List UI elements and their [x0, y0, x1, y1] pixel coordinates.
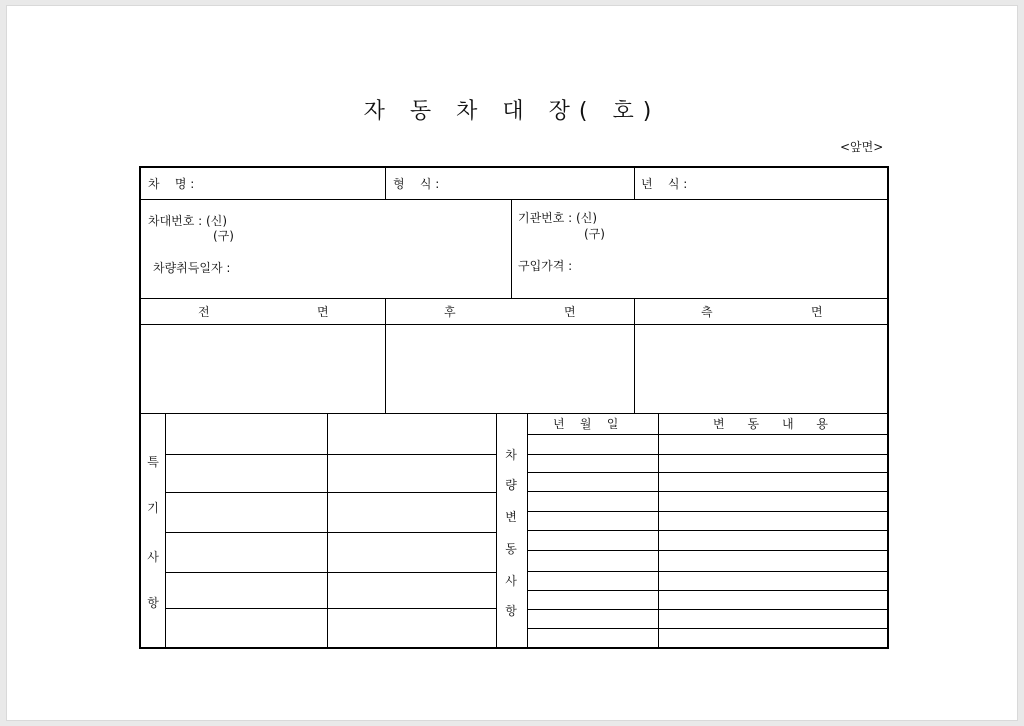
side-view-header-2: 면 [811, 305, 823, 319]
chassis-number-old: (구) [213, 229, 234, 243]
divider [511, 199, 512, 298]
engine-number-old: (구) [584, 227, 605, 241]
changes-row-line [527, 472, 887, 473]
changes-row-line [527, 491, 887, 492]
divider [165, 413, 166, 647]
notes-label-char: 기 [147, 501, 159, 515]
changes-row-line [527, 454, 887, 455]
changes-row-line [527, 530, 887, 531]
changes-label-char: 량 [505, 478, 517, 492]
divider [385, 298, 386, 413]
row-line [141, 298, 887, 299]
notes-row-line [165, 572, 496, 573]
purchase-price-label: 구입가격 : [518, 259, 573, 273]
divider [634, 168, 635, 199]
divider [496, 413, 497, 647]
row-line [141, 324, 887, 325]
row-line [141, 199, 887, 200]
changes-row-line [527, 511, 887, 512]
changes-label-char: 사 [505, 574, 517, 588]
notes-row-line [165, 454, 496, 455]
changes-label-char: 항 [505, 604, 517, 618]
changes-row-line [527, 609, 887, 610]
changes-row-line [527, 628, 887, 629]
content-column-header: 변 동 내 용 [713, 417, 829, 431]
changes-row-line [527, 434, 887, 435]
changes-label-char: 변 [505, 510, 517, 524]
date-column-header: 년 월 일 [553, 417, 619, 431]
notes-label-char: 항 [147, 596, 159, 610]
vehicle-ledger-form [139, 166, 889, 649]
rear-view-header-1: 후 [444, 305, 456, 319]
changes-row-line [527, 590, 887, 591]
row-line [141, 413, 887, 414]
divider [385, 168, 386, 199]
divider [327, 413, 328, 647]
notes-row-line [165, 532, 496, 533]
chassis-number-label: 차대번호 : (신) [148, 214, 227, 228]
notes-row-line [165, 608, 496, 609]
engine-number-label: 기관번호 : (신) [518, 211, 597, 225]
side-view-header-1: 측 [701, 305, 713, 319]
year-label: 년 식 : [641, 177, 688, 191]
model-label: 형 식 : [393, 177, 440, 191]
divider [634, 298, 635, 413]
notes-label-char: 특 [147, 455, 159, 469]
document-title: 자 동 차 대 장( 호) [363, 99, 661, 124]
acquisition-date-label: 차량취득일자 : [153, 261, 231, 275]
notes-label-char: 사 [147, 550, 159, 564]
front-side-label: <앞면> [840, 140, 884, 154]
changes-row-line [527, 550, 887, 551]
changes-label-char: 차 [505, 448, 517, 462]
rear-view-header-2: 면 [564, 305, 576, 319]
changes-label-char: 동 [505, 542, 517, 556]
front-view-header-2: 면 [317, 305, 329, 319]
changes-row-line [527, 571, 887, 572]
front-view-header-1: 전 [198, 305, 210, 319]
car-name-label: 차 명 : [148, 177, 195, 191]
notes-row-line [165, 492, 496, 493]
